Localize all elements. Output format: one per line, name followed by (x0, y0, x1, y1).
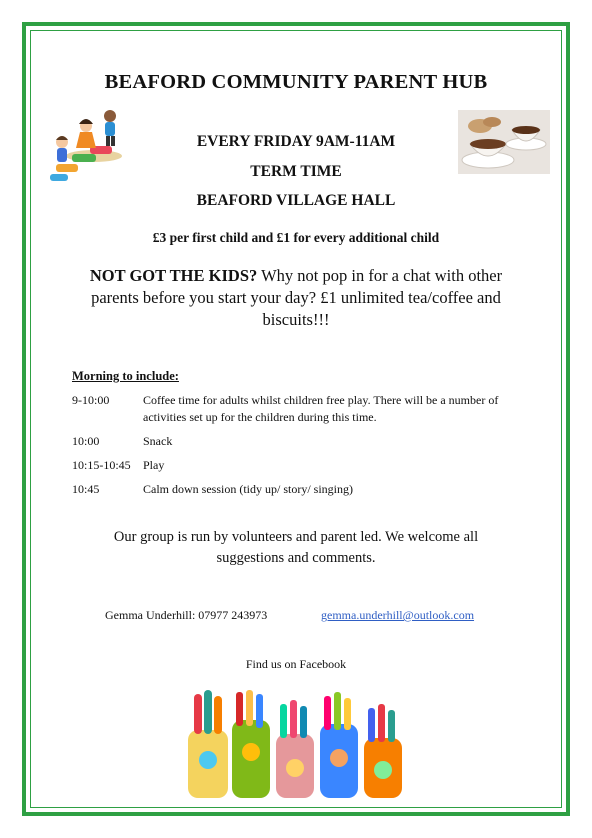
price-info: £3 per first child and £1 for every additional child (152, 230, 440, 245)
facebook-note: Find us on Facebook (245, 657, 347, 671)
schedule-time: 9-10:00 (72, 393, 110, 407)
contact-name-phone: Gemma Underhill: 07977 243973 (105, 608, 268, 622)
schedule-desc: Play (143, 458, 165, 472)
schedule-location: BEAFORD VILLAGE HALL (196, 192, 396, 209)
volunteers-note: Our group is run by volunteers and parent led. We welcome all suggestions and comments. (113, 529, 479, 566)
morning-heading: Morning to include: (72, 369, 179, 383)
schedule-desc: Coffee time for adults whilst children free play. There will be a number of activities set up for the children during this time. (143, 393, 499, 424)
schedule-desc: Calm down session (tidy up/ story/ singing) (143, 482, 353, 496)
schedule-day-time: EVERY FRIDAY 9AM-11AM (196, 133, 396, 150)
pitch-lead: NOT GOT THE KIDS? (89, 266, 258, 285)
schedule-time: 10:45 (72, 482, 100, 496)
painted-hands-photo (188, 690, 406, 798)
schedule-time: 10:15-10:45 (72, 458, 131, 472)
schedule-term: TERM TIME (250, 163, 342, 180)
pitch-paragraph (70, 265, 522, 331)
page-title: BEAFORD COMMUNITY PARENT HUB (104, 71, 488, 93)
schedule-time: 10:00 (72, 434, 100, 448)
contact-email-link[interactable]: gemma.underhill@outlook.com (321, 608, 475, 622)
pitch-rest: Why not pop in for a chat with other parents before you start your day? £1 unlimited tea/coffee and biscuits!!! (91, 266, 503, 329)
schedule-desc: Snack (143, 434, 173, 448)
